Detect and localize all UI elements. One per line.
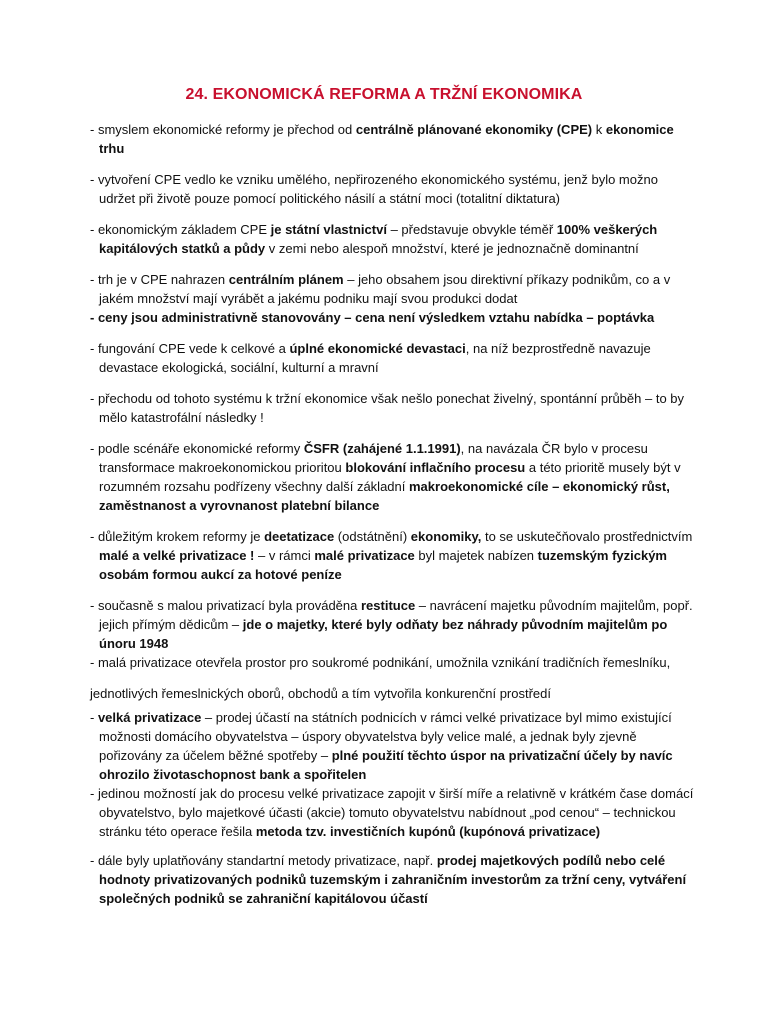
text-segment: a této prioritě musely být v rozumném rozsahu podřízeny všechny další základní: [99, 460, 681, 494]
bold-text: tuzemským fyzickým osobám formou aukcí za hotové peníze: [99, 548, 667, 582]
bold-text: restituce: [360, 598, 416, 613]
bold-text: centrálně plánované ekonomiky (CPE): [355, 122, 593, 137]
list-item: [90, 527, 694, 584]
bold-text: ekonomiky,: [410, 529, 482, 544]
list-item: [90, 120, 694, 158]
bold-text: velká privatizace: [97, 710, 202, 725]
list-item: [90, 684, 694, 703]
bold-text: blokování inflačního procesu: [345, 460, 526, 475]
text-segment: – jeho obsahem jsou direktivní příkazy podnikům, co a v jakém množství mají vyrábět a jakému podniku mají svou produkci dodat: [99, 272, 671, 306]
text-segment: , na navázala ČR bylo v procesu transformace makroekonomickou prioritou: [99, 441, 648, 475]
text-segment: - ekonomickým základem CPE: [90, 222, 271, 237]
text-segment: v zemi nebo alespoň množství, které je jednoznačně dominantní: [265, 241, 639, 256]
list-item: [90, 653, 694, 672]
text-segment: (odstátnění): [334, 529, 411, 544]
bold-text: centrálním plánem: [228, 272, 344, 287]
bold-text: deetatizace: [264, 529, 335, 544]
text-segment: -: [90, 710, 98, 725]
list-item: [90, 308, 694, 327]
page-title: 24. EKONOMICKÁ REFORMA A TRŽNÍ EKONOMIKA: [185, 86, 583, 103]
list-item: [90, 270, 694, 308]
bold-text: makroekonomické cíle – ekonomický růst, zaměstnanost a vyrovnanost platební bilance: [99, 479, 670, 513]
text-segment: , na níž bezprostředně navazuje devastace ekologická, sociální, kulturní a mravní: [99, 341, 651, 375]
text-segment: - malá privatizace otevřela prostor pro soukromé podnikání, umožnila vznikání tradičních řemeslníku,: [90, 655, 671, 670]
bold-text: prodej majetkových podílů nebo celé hodnoty privatizovaných podniků tuzemským i zahraničním investorům za tržní ceny, vytváření společných podniků se zahraniční kapitálovou účastí: [99, 853, 687, 906]
bold-text: ekonomice trhu: [99, 122, 674, 156]
bold-text: malé privatizace: [314, 548, 415, 563]
bold-text: 100% veškerých kapitálových statků a půdy: [99, 222, 658, 256]
text-segment: - jedinou možností jak do procesu velké privatizace zapojit v širší míře a relativně v krátkém čase domácí obyvatelstvo, bylo majetkové účasti (akcie) tomuto obyvatelstvu nabídnout „pod cenou“ – technickou stránku této operace řešila: [90, 786, 694, 839]
text-segment: - podle scénáře ekonomické reformy: [90, 441, 304, 456]
text-segment: – prodej účastí na státních podnicích v rámci velké privatizace byl mimo existující možnosti domácího obyvatelstva – úspory obyvatelstva byly velice malé, a jednak byly zjevně pořizovány za účelem běžné spotřeby –: [99, 710, 672, 763]
bold-text: ČSFR (zahájené 1.1.1991): [303, 441, 461, 456]
text-segment: - důležitým krokem reformy je: [90, 529, 265, 544]
bold-text: metoda tzv. investičních kupónů (kupónová privatizace): [255, 824, 601, 839]
text-segment: - smyslem ekonomické reformy je přechod od: [90, 122, 356, 137]
text-segment: - fungování CPE vede k celkové a: [90, 341, 290, 356]
text-segment: – v rámci: [254, 548, 315, 563]
text-segment: k: [592, 122, 606, 137]
bold-text: jde o majetky, které byly odňaty bez náhrady původním majitelům po únoru 1948: [99, 617, 668, 651]
text-segment: jednotlivých řemeslnických oborů, obchodů a tím vytvořila konkurenční prostředí: [90, 686, 551, 701]
text-segment: – navrácení majetku původním majitelům, popř. jejich přímým dědicům –: [99, 598, 693, 632]
text-segment: - vytvoření CPE vedlo ke vzniku umělého, nepřirozeného ekonomického systému, jenž bylo možno udržet při životě pouze pomocí politického násilí a státní moci (totalitní diktatura): [90, 172, 658, 206]
bold-text: plné použití těchto úspor na privatizační účely by navíc ohrozilo životaschopnost bank a spořitelen: [99, 748, 673, 782]
list-item: [90, 784, 694, 841]
list-item: [90, 170, 694, 208]
bold-text: je státní vlastnictví: [270, 222, 387, 237]
list-item: [90, 851, 694, 908]
list-item: [90, 439, 694, 515]
bold-text: malé a velké privatizace !: [99, 548, 255, 563]
text-segment: to se uskutečňovalo prostřednictvím: [481, 529, 693, 544]
bold-text: úplné ekonomické devastaci: [289, 341, 466, 356]
text-segment: - současně s malou privatizací byla prováděna: [90, 598, 361, 613]
text-segment: - přechodu od tohoto systému k tržní ekonomice však nešlo ponechat živelný, spontánní průběh – to by mělo katastrofální následky !: [90, 391, 685, 425]
list-item: [90, 220, 694, 258]
bold-text: - ceny jsou administrativně stanovovány – cena není výsledkem vztahu nabídka – poptávka: [90, 310, 655, 325]
text-segment: byl majetek nabízen: [414, 548, 538, 563]
text-segment: - dále byly uplatňovány standartní metody privatizace, např.: [90, 853, 437, 868]
list-item: [90, 339, 694, 377]
list-item: [90, 708, 694, 784]
list-item: [90, 389, 694, 427]
text-segment: - trh je v CPE nahrazen: [90, 272, 229, 287]
text-segment: – představuje obvykle téměř: [386, 222, 557, 237]
list-item: [90, 596, 694, 653]
